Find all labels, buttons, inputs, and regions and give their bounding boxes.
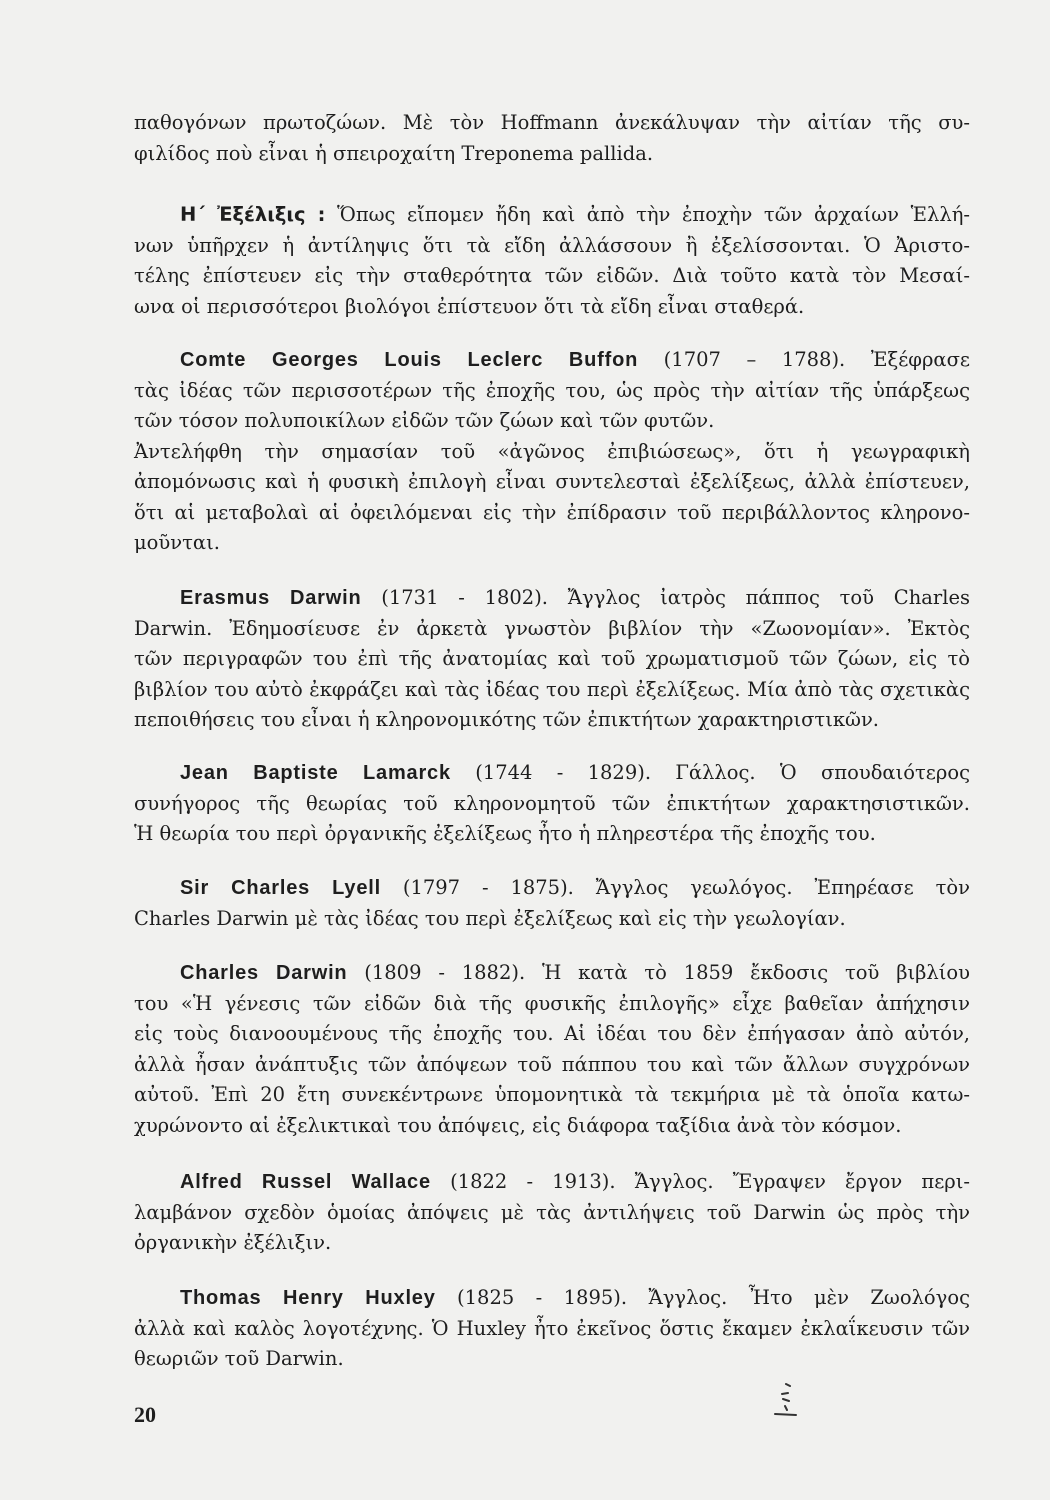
text-line: Ἡ θεωρία του περὶ ὀργανικῆς ἐξελίξεως ἦτο ἡ πληρεστέρα τῆς ἐποχῆς του.: [134, 822, 876, 845]
lyell-entry: [134, 873, 970, 934]
text-line: Thomas Henry Huxley (1825 - 1895). Ἄγγλος. Ἦτο μὲν Ζωολόγος: [180, 1286, 970, 1309]
text-line: μοῦνται.: [134, 531, 220, 554]
text-line: ἀλλὰ καὶ καλὸς λογοτέχνης. Ὁ Huxley ἦτο ἐκεῖνος ὅστις ἔκαμεν ἐκλαΐκευσιν τῶν: [134, 1316, 970, 1340]
text-line: τῶν τόσον πολυποικίλων εἰδῶν τῶν ζώων καὶ τῶν φυτῶν.: [134, 409, 715, 432]
text-line: Ἀντελήφθη τὴν σημασίαν τοῦ «ἀγῶνος ἐπιβιώσεως», ὅτι ἡ γεωγραφικὴ: [134, 439, 970, 463]
text-line: χυρώνοντο αἱ ἐξελικτικαὶ του ἀπόψεις, εἰς διάφορα ταξίδια ἀνὰ τὸν κόσμον.: [134, 1113, 902, 1137]
text-line: ἀπομόνωσις καὶ ἡ φυσικὴ ἐπιλογὴ εἶναι συντελεσταὶ ἐξελίξεως, ἀλλὰ ἐπίστευεν,: [134, 470, 970, 493]
person-name: Alfred Russel Wallace: [180, 1171, 431, 1193]
text-line: Sir Charles Lyell (1797 - 1875). Ἄγγλος γεωλόγος. Ἐπηρέασε τὸν: [180, 876, 970, 899]
text-line: ὀργανικὴν ἐξέλιξιν.: [134, 1231, 332, 1254]
text-line: τέλης ἐπίστευεν εἰς τὴν σταθερότητα τῶν εἰδῶν. Διὰ τοῦτο κατὰ τὸν Μεσαί-: [134, 264, 970, 287]
text-line: Erasmus Darwin (1731 - 1802). Ἄγγλος ἰατρὸς πάππος τοῦ Charles: [180, 586, 970, 609]
charles-darwin-entry: [134, 958, 970, 1141]
text-line: φιλίδος ποὺ εἶναι ἡ σπειροχαίτη Treponema pallida.: [134, 141, 654, 165]
person-name: Thomas Henry Huxley: [180, 1287, 436, 1309]
page-number: 20: [134, 1402, 156, 1427]
text-line: Charles Darwin (1809 - 1882). Ἡ κατὰ τὸ 1859 ἔκδοσις τοῦ βιβλίου: [180, 961, 970, 984]
text-line: παθογόνων πρωτοζώων. Μὲ τὸν Hoffmann ἀνεκάλυψαν τὴν αἰτίαν τῆς συ-: [134, 111, 970, 134]
person-name: Jean Baptiste Lamarck: [180, 762, 451, 784]
text-line: τὰς ἰδέας τῶν περισσοτέρων τῆς ἐποχῆς του, ὡς πρὸς τὴν αἰτίαν τῆς ὑπάρξεως: [134, 378, 970, 402]
text-line: ὅτι αἱ μεταβολαὶ αἱ ὀφειλόμεναι εἰς τὴν ἐπίδρασιν τοῦ περιβάλλοντος κληρονο-: [134, 500, 970, 524]
text-line: ἀλλὰ ἦσαν ἀνάπτυξις τῶν ἀπόψεων τοῦ πάππου του καὶ τῶν ἄλλων συγχρόνων: [134, 1052, 970, 1076]
text-line: Alfred Russel Wallace (1822 - 1913). Ἄγγλος. Ἔγραψεν ἔργον περι-: [180, 1170, 970, 1193]
evolution-section: [134, 200, 970, 322]
text-line: βιβλίον του αὐτὸ ἐκφράζει καὶ τὰς ἰδέας του περὶ ἐξελίξεως. Μία ἀπὸ τὰς σχετικὰς: [134, 677, 970, 701]
text-line: θεωριῶν τοῦ Darwin.: [134, 1347, 344, 1370]
person-name: Erasmus Darwin: [180, 587, 362, 609]
text-line: λαμβάνον σχεδὸν ὁμοίας ἀπόψεις μὲ τὰς ἀντιλήψεις τοῦ Darwin ὡς πρὸς τὴν: [134, 1200, 970, 1224]
text-line: νων ὑπῆρχεν ἡ ἀντίληψις ὅτι τὰ εἴδη ἀλλάσσουν ἢ ἐξελίσσονται. Ὁ Ἀριστο-: [134, 233, 970, 257]
text-line: πεποιθήσεις του εἶναι ἡ κληρονομικότης τῶν ἐπικτήτων χαρακτηριστικῶν.: [134, 708, 879, 731]
text-line: Jean Baptiste Lamarck (1744 - 1829). Γάλλος. Ὁ σπουδαιότερος: [180, 761, 970, 784]
wallace-entry: [134, 1167, 970, 1259]
section-heading: Η΄ Ἐξέλιξις :: [180, 203, 326, 226]
text-line: Η΄ Ἐξέλιξις : Ὅπως εἴπομεν ἤδη καὶ ἀπὸ τὴν ἐποχὴν τῶν ἀρχαίων Ἑλλή-: [180, 203, 970, 226]
lamarck-entry: [134, 758, 970, 850]
huxley-entry: [134, 1283, 970, 1375]
text-line: του «Ἡ γένεσις τῶν εἰδῶν διὰ τῆς φυσικῆς ἐπιλογῆς» εἶχε βαθεῖαν ἀπήχησιν: [134, 991, 970, 1015]
text-line: Darwin. Ἐδημοσίευσε ἐν ἀρκετὰ γνωστὸν βιβλίον τὴν «Ζωονομίαν». Ἐκτὸς: [134, 616, 970, 640]
erasmus-darwin-entry: [134, 583, 970, 736]
person-name: Sir Charles Lyell: [180, 877, 381, 899]
person-name: Comte Georges Louis Leclerc Buffon: [180, 349, 639, 371]
text-line: ωνα οἱ περισσότεροι βιολόγοι ἐπίστευον ὅτι τὰ εἴδη εἶναι σταθερά.: [134, 294, 805, 318]
text-line: εἰς τοὺς διανοουμένους τῆς ἐποχῆς του. Αἱ ἰδέαι του δὲν ἐπήγασαν ἀπὸ αὐτόν,: [134, 1022, 970, 1045]
printer-mark-icon: [772, 1382, 798, 1418]
person-name: Charles Darwin: [180, 962, 348, 984]
text-line: αὐτοῦ. Ἐπὶ 20 ἔτη συνεκέντρωνε ὑπομονητικὰ τὰ τεκμήρια μὲ τὰ ὁποῖα κατω-: [134, 1083, 970, 1106]
text-line: Charles Darwin μὲ τὰς ἰδέας του περὶ ἐξελίξεως καὶ εἰς τὴν γεωλογίαν.: [134, 906, 846, 930]
intro-paragraph: [134, 108, 970, 169]
text-line: συνήγορος τῆς θεωρίας τοῦ κληρονομητοῦ τῶν ἐπικτήτων χαρακτησιστικῶν.: [134, 791, 970, 815]
text-line: Comte Georges Louis Leclerc Buffon (1707 – 1788). Ἐξέφρασε: [180, 348, 971, 371]
buffon-entry: [134, 345, 970, 559]
text-line: τῶν περιγραφῶν του ἐπὶ τῆς ἀνατομίας καὶ τοῦ χρωματισμοῦ τῶν ζώων, εἰς τὸ: [134, 647, 970, 670]
